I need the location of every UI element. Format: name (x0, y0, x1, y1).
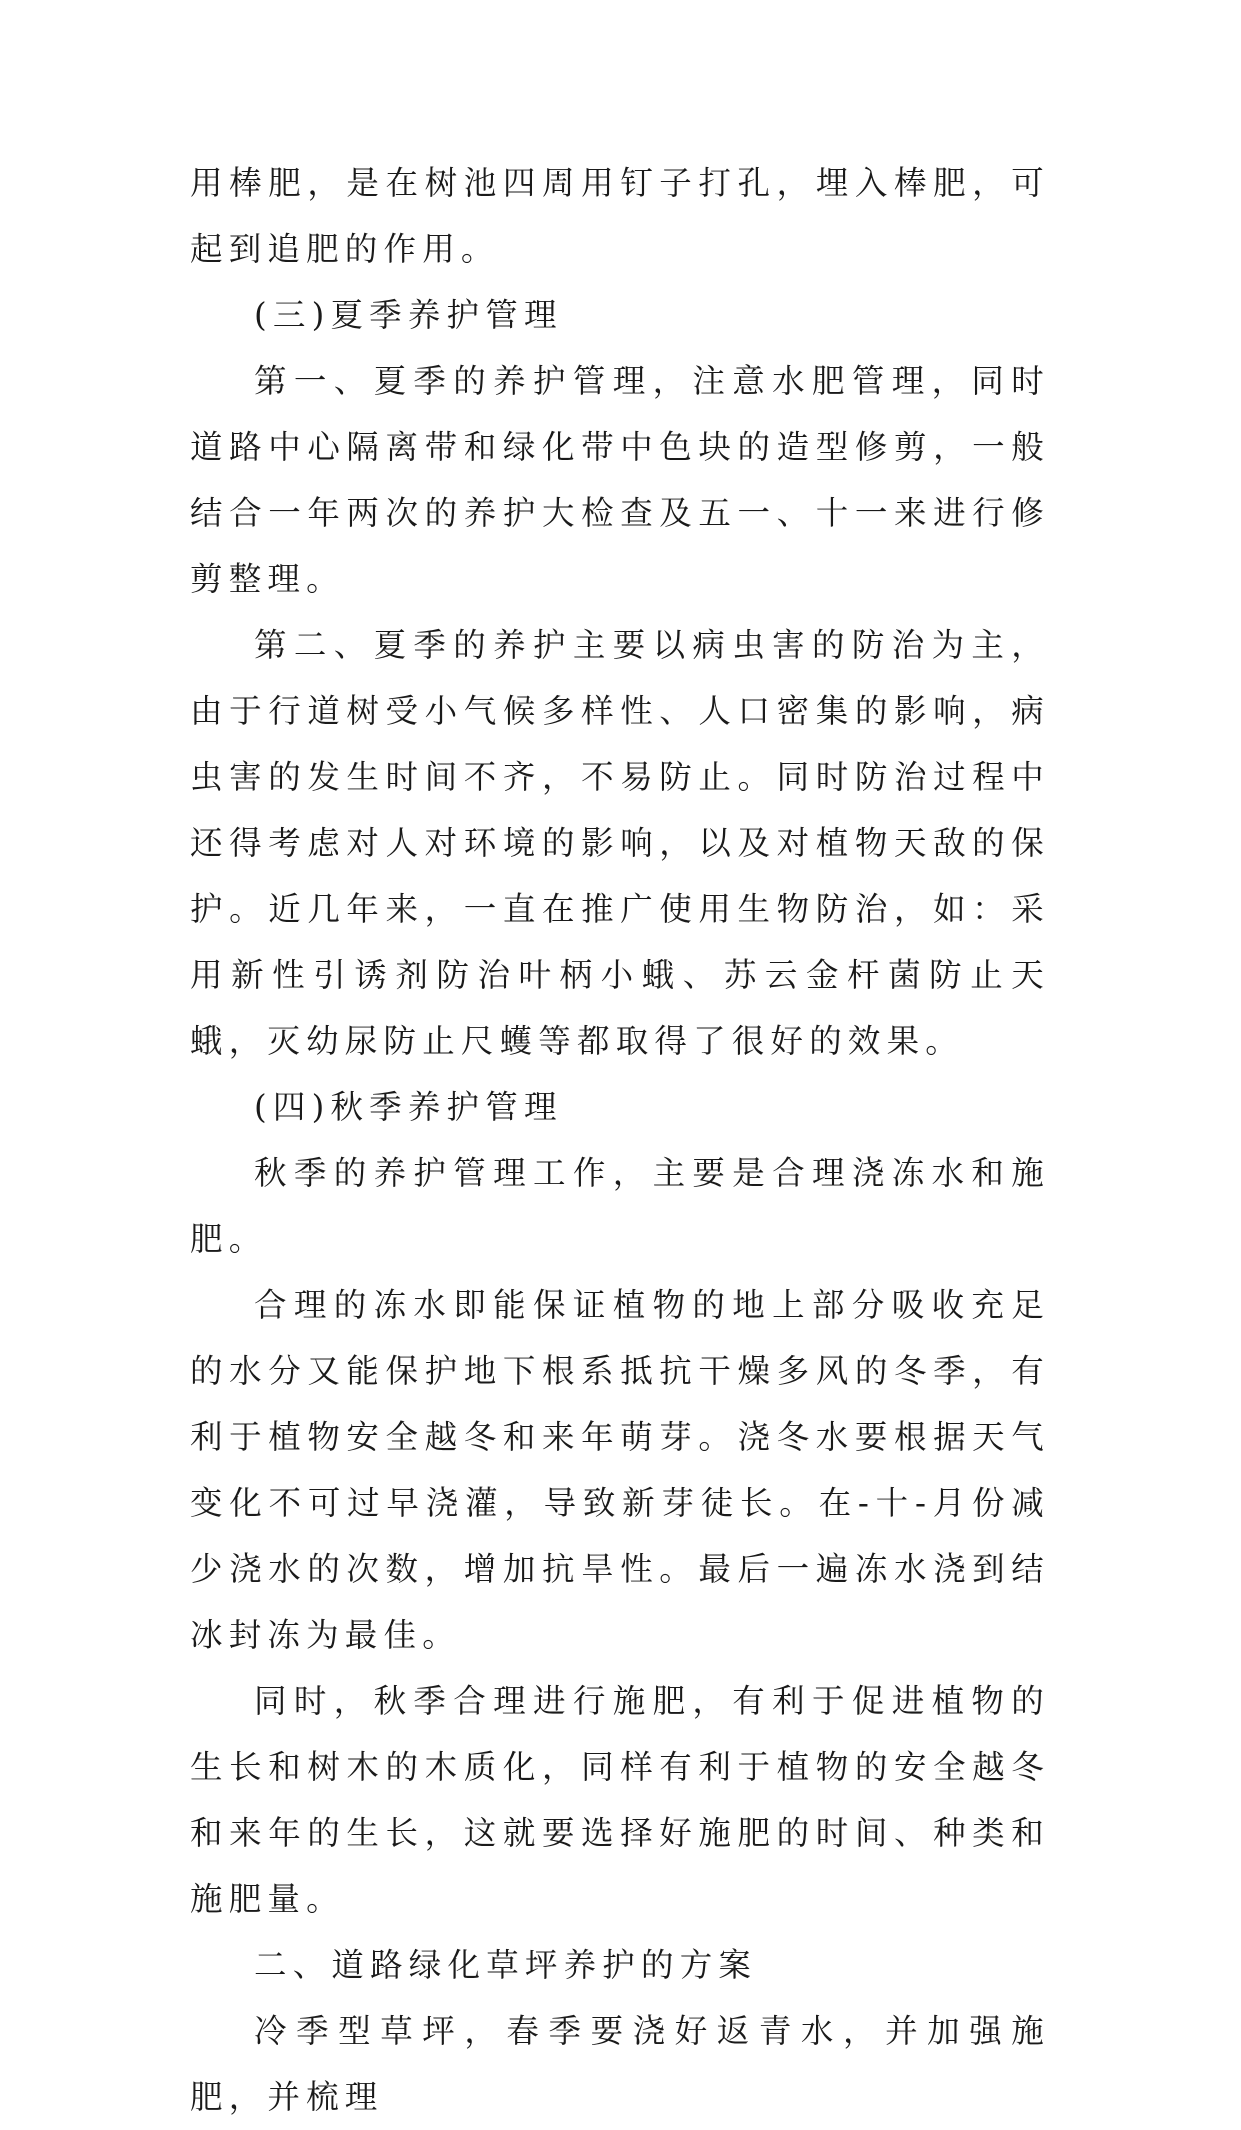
document-body (190, 150, 1050, 2130)
section-heading-autumn: (四)秋季养护管理 (254, 1088, 563, 1126)
paragraph: 秋季的养护管理工作，主要是合理浇冻水和施肥。 (190, 1154, 1050, 1258)
section-heading-summer: (三)夏季养护管理 (254, 296, 563, 334)
paragraph: 合理的冻水即能保证植物的地上部分吸收充足的水分又能保护地下根系抵抗干燥多风的冬季，有利于植物安全越冬和来年萌芽。浇冬水要根据天气变化不可过早浇灌，导致新芽徒长。在-十-月份减少浇水的次数，增加抗旱性。最后一遍冻水浇到结冰封冻为最佳。 (190, 1286, 1050, 1654)
paragraph: 冷季型草坪，春季要浇好返青水，并加强施肥，并梳理 (190, 2012, 1050, 2116)
paragraph: 第一、夏季的养护管理，注意水肥管理，同时道路中心隔离带和绿化带中色块的造型修剪，一般结合一年两次的养护大检查及五一、十一来进行修剪整理。 (190, 362, 1050, 598)
paragraph: 同时，秋季合理进行施肥，有利于促进植物的生长和树木的木质化，同样有利于植物的安全越冬和来年的生长，这就要选择好施肥的时间、种类和施肥量。 (190, 1682, 1050, 1918)
section-heading-lawn: 二、道路绿化草坪养护的方案 (254, 1946, 758, 1984)
paragraph: 第二、夏季的养护主要以病虫害的防治为主，由于行道树受小气候多样性、人口密集的影响，病虫害的发生时间不齐，不易防止。同时防治过程中还得考虑对人对环境的影响，以及对植物天敌的保护。近几年来，一直在推广使用生物防治，如：采用新性引诱剂防治叶柄小蛾、苏云金杆菌防止天蛾，灭幼尿防止尺蠖等都取得了很好的效果。 (190, 626, 1050, 1060)
paragraph: 用棒肥，是在树池四周用钉子打孔，埋入棒肥，可起到追肥的作用。 (190, 164, 1050, 268)
